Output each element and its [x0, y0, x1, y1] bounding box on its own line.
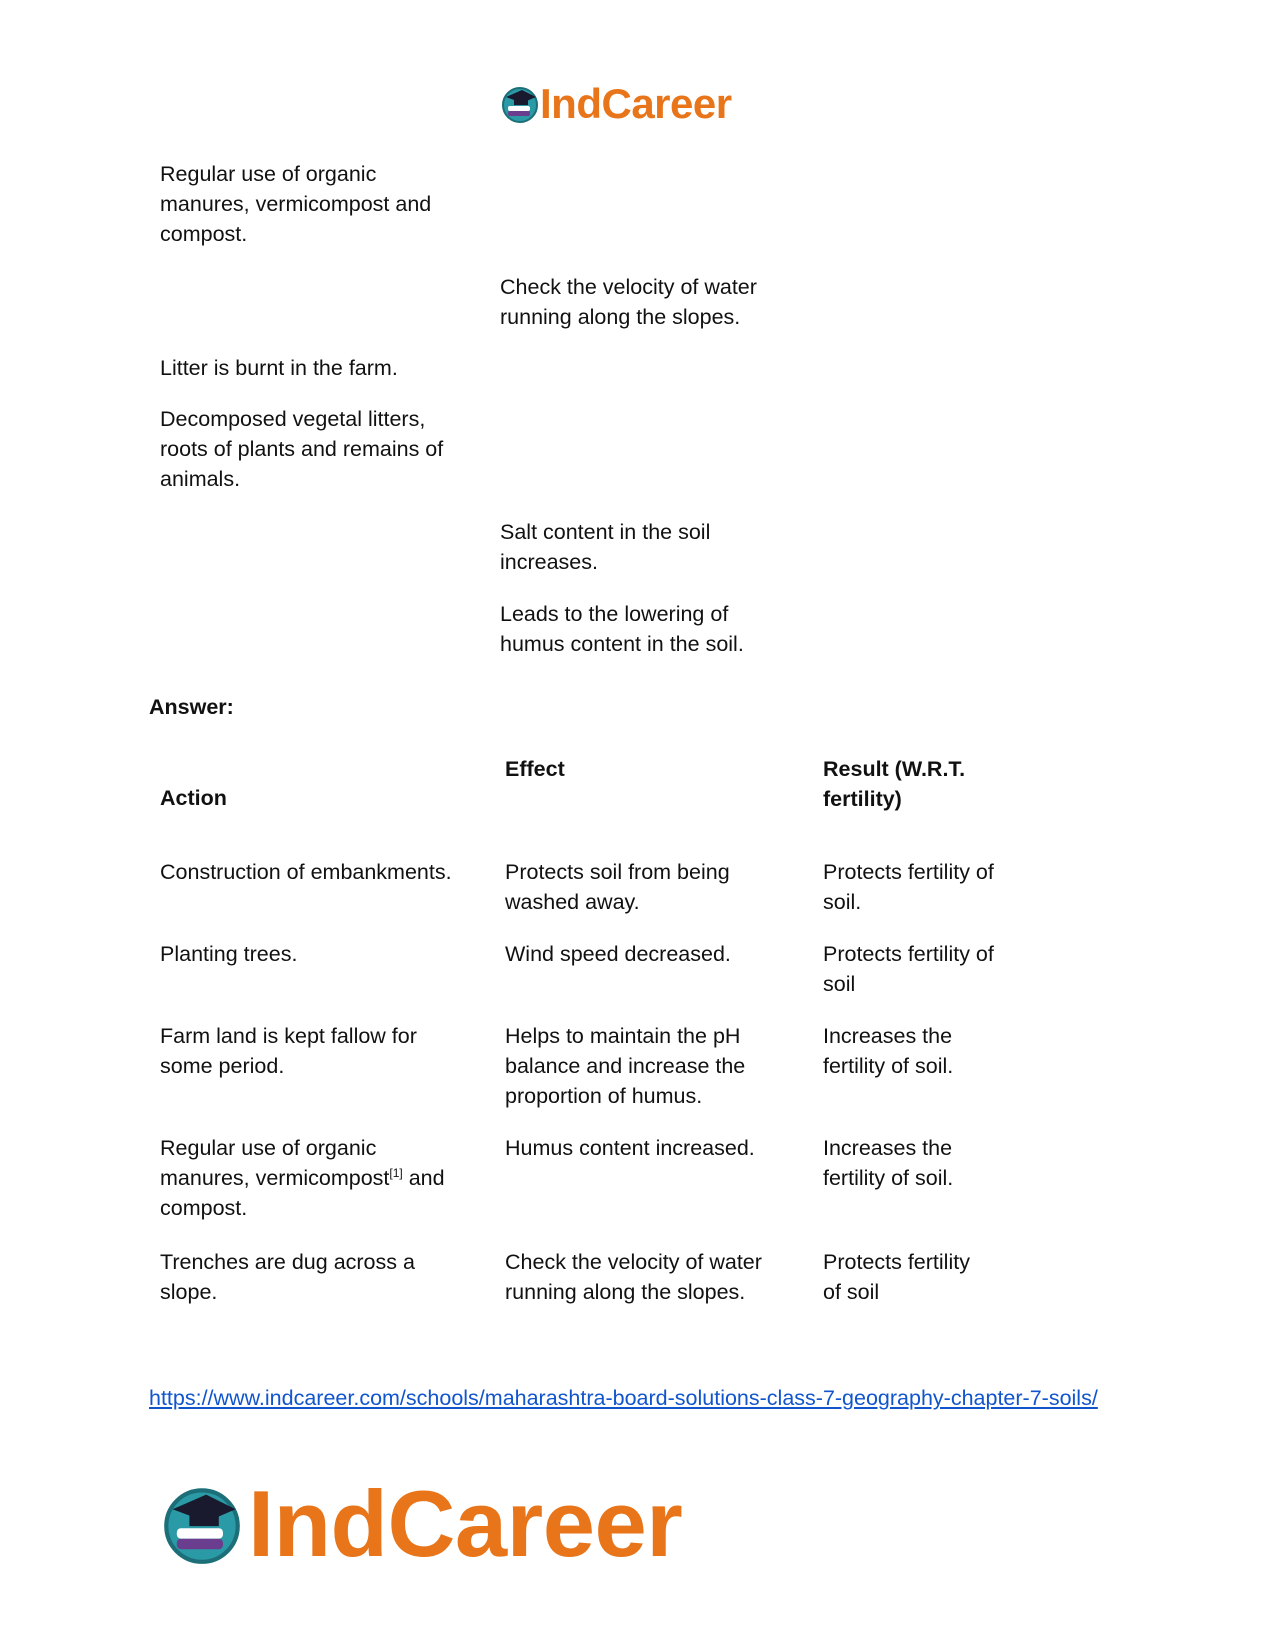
table-row-action: Regular use of organic manures, vermicompost[1] and compost. [160, 1136, 445, 1220]
graduation-cap-books-icon [160, 1482, 244, 1566]
header-action: Action [160, 786, 227, 810]
table-row-result: Protects fertility of soil [823, 942, 994, 996]
question-item: Decomposed vegetal litters, roots of plants and remains of animals. [160, 407, 444, 491]
header-effect: Effect [505, 757, 565, 781]
table-row-action: Trenches are dug across a slope. [160, 1250, 415, 1304]
table-row-effect: Protects soil from being washed away. [505, 860, 730, 914]
graduation-cap-books-icon [500, 84, 540, 124]
question-item: Salt content in the soil increases. [500, 520, 711, 574]
table-row-effect: Wind speed decreased. [505, 942, 731, 966]
question-item: Leads to the lowering of humus content in the soil. [500, 602, 744, 656]
question-item: Regular use of organic manures, vermicompost and compost. [160, 162, 432, 246]
table-row-effect: Helps to maintain the pH balance and increase the proportion of humus. [505, 1024, 746, 1108]
table-row-action: Farm land is kept fallow for some period. [160, 1024, 417, 1078]
footnote-marker[interactable]: [1] [389, 1165, 403, 1180]
header-result: Result (W.R.T. fertility) [823, 757, 966, 811]
table-row-result: Protects fertility of soil [823, 1250, 970, 1304]
table-row-action: Construction of embankments. [160, 860, 452, 884]
table-row-action: Planting trees. [160, 942, 298, 966]
logo-text: IndCareer [248, 1471, 683, 1576]
indcareer-logo-footer [160, 1470, 682, 1578]
question-item: Litter is burnt in the farm. [160, 356, 398, 380]
indcareer-logo-header [500, 80, 732, 128]
table-row-result: Increases the fertility of soil. [823, 1024, 954, 1078]
table-row-effect: Humus content increased. [505, 1136, 755, 1160]
table-row-result: Protects fertility of soil. [823, 860, 994, 914]
logo-text: IndCareer [540, 80, 732, 127]
question-item: Check the velocity of water running along the slopes. [500, 275, 757, 329]
answer-label: Answer: [149, 695, 234, 719]
table-row-result: Increases the fertility of soil. [823, 1136, 954, 1190]
table-row-effect: Check the velocity of water running along the slopes. [505, 1250, 762, 1304]
source-link[interactable]: https://www.indcareer.com/schools/maharashtra-board-solutions-class-7-geography-chapter-7-soils/ [149, 1386, 1098, 1410]
